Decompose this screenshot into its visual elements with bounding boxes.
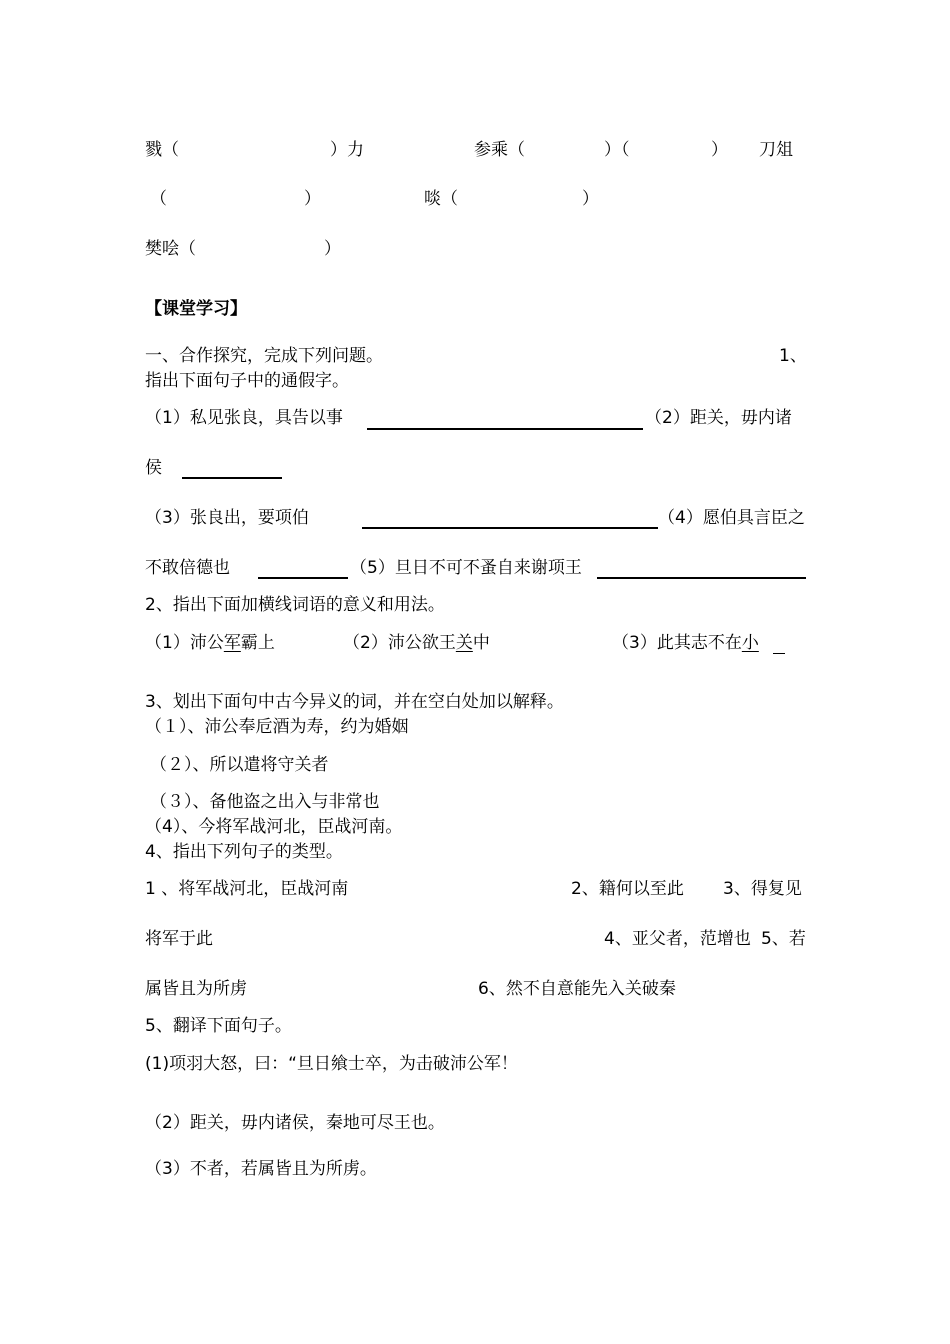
part3-item-4: （4）、今将军战河北，臣战河南。 xyxy=(145,817,403,837)
q1-sentence-1: （1）私见张良，具告以事 xyxy=(145,408,343,428)
part2-item-1 xyxy=(145,633,275,653)
part1-q1-title: 指出下面句子中的通假字。 xyxy=(145,371,349,391)
part2-item-3-underlined: 小 xyxy=(741,633,759,653)
part2-item-1-post: 霸上 xyxy=(240,633,275,653)
pinyin-item-daozu-open: （ xyxy=(150,189,167,209)
q1-sentence-3: （3）张良出，要项伯 xyxy=(145,508,309,528)
pinyin-item-close: ） xyxy=(711,140,728,160)
pinyin-item-fankuai: 樊哙（ xyxy=(145,239,196,259)
part4-item-2: 2、籍何以至此 xyxy=(571,879,684,899)
answer-blank-3[interactable] xyxy=(362,527,658,529)
part2-title: 2、指出下面加横线词语的意义和用法。 xyxy=(145,595,445,615)
answer-blank-1[interactable] xyxy=(367,428,643,430)
pinyin-item-lu: 戮（ xyxy=(145,140,179,160)
answer-blank-2[interactable] xyxy=(182,477,282,479)
part3-title: 3、划出下面句中古今异义的词，并在空白处加以解释。 xyxy=(145,692,564,712)
part4-item-3-cont: 将军于此 xyxy=(145,929,213,949)
part2-item-3-pre: （3）此其志不在 xyxy=(612,633,742,653)
pinyin-item-daozu-close: ） xyxy=(304,189,321,209)
part5-item-1: (1)项羽大怒，曰：“旦日飨士卒，为击破沛公军！ xyxy=(145,1054,518,1074)
part3-item-3: （３）、备他盗之出入与非常也 xyxy=(150,792,380,812)
part3-item-2: （２）、所以遣将守关者 xyxy=(150,755,329,775)
answer-blank-5[interactable] xyxy=(597,577,806,579)
part4-item-3: 3、得复见 xyxy=(723,879,802,899)
part4-item-1: 1 、将军战河北，臣战河南 xyxy=(145,879,349,899)
part1-heading: 一、合作探究，完成下列问题。 xyxy=(145,346,383,366)
pinyin-item-canshen: 参乘（ xyxy=(474,140,525,160)
part4-item-5: 5、若 xyxy=(761,929,806,949)
part2-item-2-underlined: 关 xyxy=(455,633,473,653)
pinyin-item-fankuai-close: ） xyxy=(324,239,341,259)
part5-item-2: （2）距关，毋内诸侯，秦地可尽王也。 xyxy=(145,1113,445,1133)
part4-item-5-cont: 属皆且为所虏 xyxy=(145,979,247,999)
pinyin-item-dan: 啖（ xyxy=(424,189,458,209)
part2-item-2 xyxy=(343,633,490,653)
pinyin-item-daozu: 刀俎 xyxy=(759,140,793,160)
pinyin-item-lu-close: ）力 xyxy=(330,140,364,160)
part2-item-2-pre: （2）沛公欲王 xyxy=(343,633,456,653)
part5-title: 5、翻译下面句子。 xyxy=(145,1016,292,1036)
part1-q1-number: 1、 xyxy=(779,346,807,366)
part2-item-2-post: 中 xyxy=(472,633,490,653)
part2-item-3-underline-tail xyxy=(773,653,785,654)
part2-item-1-underlined: 军 xyxy=(223,633,241,653)
q1-sentence-2-cont: 侯 xyxy=(145,458,162,478)
q1-sentence-5: （5）旦日不可不蚤自来谢项王 xyxy=(350,558,582,578)
part2-item-1-pre: （1）沛公 xyxy=(145,633,224,653)
part4-item-6: 6、然不自意能先入关破秦 xyxy=(478,979,676,999)
answer-blank-4[interactable] xyxy=(258,577,348,579)
part5-item-3: （3）不者，若属皆且为所虏。 xyxy=(145,1159,377,1179)
q1-sentence-2: （2）距关，毋内诸 xyxy=(645,408,792,428)
part2-item-3 xyxy=(612,633,759,653)
pinyin-item-dan-close: ） xyxy=(582,189,599,209)
part4-title: 4、指出下列句子的类型。 xyxy=(145,842,343,862)
q1-sentence-4-cont: 不敢倍德也 xyxy=(145,558,230,578)
pinyin-item-canshen-close: ）（ xyxy=(604,140,630,160)
section-title: 【课堂学习】 xyxy=(145,299,247,319)
q1-sentence-4: （4）愿伯具言臣之 xyxy=(658,508,805,528)
part4-item-4: 4、亚父者，范增也 xyxy=(604,929,751,949)
part3-item-1: （１）、沛公奉卮酒为寿，约为婚姻 xyxy=(145,717,409,737)
